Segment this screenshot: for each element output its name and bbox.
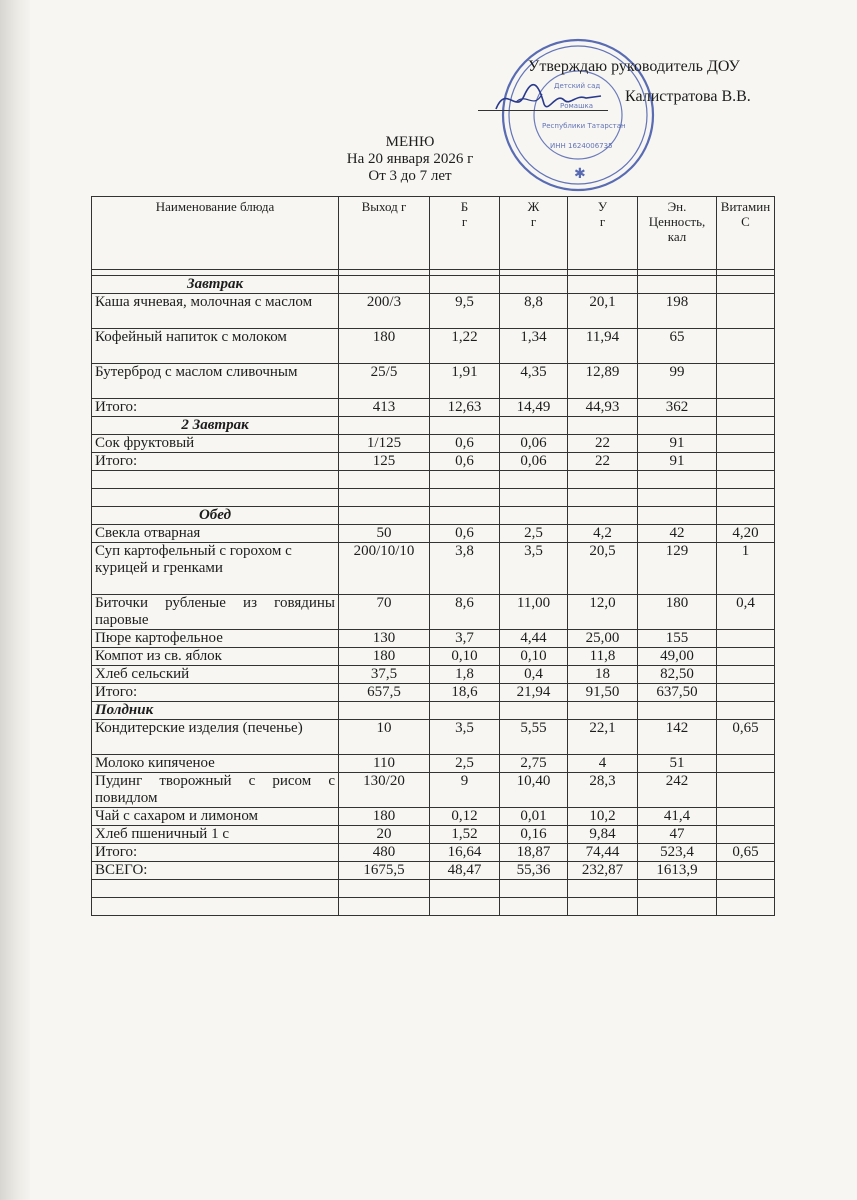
empty-cell (717, 702, 775, 720)
fat-cell: 1,34 (500, 329, 568, 364)
dish-name: Суп картофельный с горохом с курицей и гренками (92, 543, 339, 595)
carb-cell: 20,5 (568, 543, 638, 595)
dish-row (92, 720, 775, 755)
dish-name: Хлеб сельский (92, 666, 339, 684)
carb-cell: 28,3 (568, 773, 638, 808)
protein-cell: 16,64 (430, 844, 500, 862)
empty-cell (638, 702, 717, 720)
vitamin-cell (717, 755, 775, 773)
output-cell: 10 (339, 720, 430, 755)
dish-row (92, 329, 775, 364)
output-cell: 480 (339, 844, 430, 862)
fat-cell: 0,06 (500, 453, 568, 471)
empty-cell (568, 507, 638, 525)
empty-cell (638, 276, 717, 294)
menu-title (330, 134, 490, 185)
vitamin-cell (717, 399, 775, 417)
stamp-star-icon: ✱ (574, 167, 586, 182)
carb-cell: 22,1 (568, 720, 638, 755)
empty-cell (430, 898, 500, 916)
vitamin-cell: 0,65 (717, 720, 775, 755)
dish-row (92, 666, 775, 684)
total-row (92, 399, 775, 417)
vitamin-cell (717, 826, 775, 844)
output-cell: 413 (339, 399, 430, 417)
empty-cell (717, 489, 775, 507)
menu-table (91, 196, 775, 916)
dish-row (92, 525, 775, 543)
output-cell: 1/125 (339, 435, 430, 453)
empty-cell (339, 471, 430, 489)
dish-row (92, 755, 775, 773)
section-label: Обед (92, 507, 339, 525)
empty-cell (92, 880, 339, 898)
empty-cell (92, 898, 339, 916)
protein-cell: 3,5 (430, 720, 500, 755)
empty-cell (339, 507, 430, 525)
dish-name: Сок фруктовый (92, 435, 339, 453)
dish-name: Чай с сахаром и лимоном (92, 808, 339, 826)
col-output-header: Выход г (339, 197, 430, 270)
energy-cell: 523,4 (638, 844, 717, 862)
energy-cell: 1613,9 (638, 862, 717, 880)
dish-row (92, 773, 775, 808)
dish-row (92, 543, 775, 595)
section-row (92, 702, 775, 720)
fat-cell: 4,35 (500, 364, 568, 399)
col-name-header: Наименование блюда (92, 197, 339, 270)
empty-cell (92, 471, 339, 489)
protein-cell: 9,5 (430, 294, 500, 329)
empty-cell (339, 702, 430, 720)
energy-cell: 637,50 (638, 684, 717, 702)
vitamin-cell: 0,65 (717, 844, 775, 862)
protein-cell: 0,6 (430, 435, 500, 453)
header-row (92, 197, 775, 270)
empty-cell (638, 489, 717, 507)
dish-name: Кондитерские изделия (печенье) (92, 720, 339, 755)
carb-cell: 18 (568, 666, 638, 684)
vitamin-cell: 4,20 (717, 525, 775, 543)
vitamin-cell (717, 666, 775, 684)
col-fat-header: Ж г (500, 197, 568, 270)
fat-cell: 0,4 (500, 666, 568, 684)
section-row (92, 507, 775, 525)
empty-row (92, 489, 775, 507)
vitamin-cell (717, 808, 775, 826)
col-energy-header: Эн. Ценность, кал (638, 197, 717, 270)
dish-name: Итого: (92, 399, 339, 417)
empty-cell (717, 898, 775, 916)
empty-cell (638, 417, 717, 435)
dish-name: Молоко кипяченое (92, 755, 339, 773)
section-label: Полдник (92, 702, 339, 720)
empty-cell (568, 898, 638, 916)
empty-cell (339, 489, 430, 507)
energy-cell: 51 (638, 755, 717, 773)
vitamin-cell (717, 648, 775, 666)
dish-row (92, 364, 775, 399)
dish-name: Хлеб пшеничный 1 с (92, 826, 339, 844)
vitamin-cell: 1 (717, 543, 775, 595)
fat-cell: 0,06 (500, 435, 568, 453)
fat-cell: 10,40 (500, 773, 568, 808)
fat-cell: 55,36 (500, 862, 568, 880)
section-label: 2 Завтрак (92, 417, 339, 435)
carb-cell: 12,89 (568, 364, 638, 399)
menu-body (92, 270, 775, 916)
output-cell: 50 (339, 525, 430, 543)
output-cell: 25/5 (339, 364, 430, 399)
dish-row (92, 595, 775, 630)
empty-cell (339, 898, 430, 916)
fat-cell: 21,94 (500, 684, 568, 702)
dish-row (92, 808, 775, 826)
protein-cell: 1,22 (430, 329, 500, 364)
fat-cell: 8,8 (500, 294, 568, 329)
output-cell: 125 (339, 453, 430, 471)
fat-cell: 11,00 (500, 595, 568, 630)
fat-cell: 2,5 (500, 525, 568, 543)
carb-cell: 20,1 (568, 294, 638, 329)
empty-cell (500, 417, 568, 435)
protein-cell: 2,5 (430, 755, 500, 773)
protein-cell: 0,6 (430, 525, 500, 543)
energy-cell: 99 (638, 364, 717, 399)
vitamin-cell (717, 294, 775, 329)
protein-cell: 1,91 (430, 364, 500, 399)
carb-cell: 22 (568, 435, 638, 453)
empty-cell (500, 898, 568, 916)
empty-cell (717, 417, 775, 435)
empty-cell (717, 507, 775, 525)
empty-cell (500, 489, 568, 507)
dish-name: Кофейный напиток с молоком (92, 329, 339, 364)
section-row (92, 417, 775, 435)
director-name: Калистратова В.В. (625, 88, 751, 105)
output-cell: 180 (339, 808, 430, 826)
fat-cell: 3,5 (500, 543, 568, 595)
protein-cell: 1,8 (430, 666, 500, 684)
fat-cell: 0,16 (500, 826, 568, 844)
fat-cell: 14,49 (500, 399, 568, 417)
stamp-line-3: Республики Татарстан (542, 122, 626, 130)
empty-row (92, 471, 775, 489)
protein-cell: 1,52 (430, 826, 500, 844)
carb-cell: 11,94 (568, 329, 638, 364)
energy-cell: 82,50 (638, 666, 717, 684)
empty-cell (430, 702, 500, 720)
output-cell: 200/3 (339, 294, 430, 329)
protein-cell: 3,7 (430, 630, 500, 648)
energy-cell: 42 (638, 525, 717, 543)
total-row (92, 453, 775, 471)
output-cell: 37,5 (339, 666, 430, 684)
fat-cell: 0,10 (500, 648, 568, 666)
signature-line (478, 110, 608, 111)
dish-name: Компот из св. яблок (92, 648, 339, 666)
energy-cell: 180 (638, 595, 717, 630)
empty-cell (568, 276, 638, 294)
fat-cell: 0,01 (500, 808, 568, 826)
carb-cell: 25,00 (568, 630, 638, 648)
empty-cell (430, 880, 500, 898)
output-cell: 180 (339, 648, 430, 666)
empty-cell (430, 471, 500, 489)
handwritten-signature (486, 74, 606, 124)
vitamin-cell: 0,4 (717, 595, 775, 630)
col-carb-header: У г (568, 197, 638, 270)
output-cell: 20 (339, 826, 430, 844)
carb-cell: 74,44 (568, 844, 638, 862)
vitamin-cell (717, 862, 775, 880)
empty-cell (339, 276, 430, 294)
fat-cell: 2,75 (500, 755, 568, 773)
energy-cell: 65 (638, 329, 717, 364)
protein-cell: 0,10 (430, 648, 500, 666)
output-cell: 200/10/10 (339, 543, 430, 595)
dish-name: Пюре картофельное (92, 630, 339, 648)
empty-cell (638, 471, 717, 489)
dish-row (92, 630, 775, 648)
menu-date: На 20 января 2026 г (346, 151, 474, 167)
protein-cell: 8,6 (430, 595, 500, 630)
energy-cell: 41,4 (638, 808, 717, 826)
energy-cell: 91 (638, 453, 717, 471)
vitamin-cell (717, 773, 775, 808)
dish-name: Свекла отварная (92, 525, 339, 543)
carb-cell: 9,84 (568, 826, 638, 844)
vitamin-cell (717, 364, 775, 399)
stamp-line-2: Ромашка (560, 102, 593, 110)
protein-cell: 18,6 (430, 684, 500, 702)
protein-cell: 12,63 (430, 399, 500, 417)
empty-cell (638, 880, 717, 898)
empty-cell (568, 417, 638, 435)
protein-cell: 0,12 (430, 808, 500, 826)
vitamin-cell (717, 630, 775, 648)
empty-cell (500, 880, 568, 898)
empty-row (92, 880, 775, 898)
menu-heading: МЕНЮ (385, 134, 435, 150)
carb-cell: 22 (568, 453, 638, 471)
dish-row (92, 648, 775, 666)
empty-cell (568, 880, 638, 898)
empty-cell (568, 489, 638, 507)
empty-cell (430, 489, 500, 507)
empty-row (92, 898, 775, 916)
protein-cell: 0,6 (430, 453, 500, 471)
fat-cell: 5,55 (500, 720, 568, 755)
dish-name: Итого: (92, 453, 339, 471)
energy-cell: 47 (638, 826, 717, 844)
energy-cell: 129 (638, 543, 717, 595)
dish-name: Бутерброд с маслом сливочным (92, 364, 339, 399)
dish-name: Биточки рубленые из говядины паровые (92, 595, 339, 630)
energy-cell: 91 (638, 435, 717, 453)
energy-cell: 198 (638, 294, 717, 329)
empty-cell (717, 471, 775, 489)
section-row (92, 276, 775, 294)
empty-cell (430, 507, 500, 525)
protein-cell: 3,8 (430, 543, 500, 595)
empty-cell (500, 276, 568, 294)
dish-name: Каша ячневая, молочная с маслом (92, 294, 339, 329)
menu-age-group: От 3 до 7 лет (368, 168, 452, 184)
empty-cell (339, 880, 430, 898)
total-row (92, 862, 775, 880)
dish-name: Итого: (92, 844, 339, 862)
empty-cell (339, 417, 430, 435)
empty-cell (717, 880, 775, 898)
empty-cell (638, 507, 717, 525)
carb-cell: 91,50 (568, 684, 638, 702)
carb-cell: 12,0 (568, 595, 638, 630)
carb-cell: 10,2 (568, 808, 638, 826)
carb-cell: 232,87 (568, 862, 638, 880)
total-row (92, 684, 775, 702)
dish-name: Пудинг творожный с рисом с повидлом (92, 773, 339, 808)
output-cell: 1675,5 (339, 862, 430, 880)
carb-cell: 4,2 (568, 525, 638, 543)
empty-cell (568, 702, 638, 720)
output-cell: 70 (339, 595, 430, 630)
protein-cell: 9 (430, 773, 500, 808)
section-label: Завтрак (92, 276, 339, 294)
output-cell: 657,5 (339, 684, 430, 702)
empty-cell (500, 507, 568, 525)
empty-cell (92, 489, 339, 507)
empty-cell (500, 702, 568, 720)
energy-cell: 142 (638, 720, 717, 755)
empty-cell (430, 276, 500, 294)
col-vitamin-header: Витамин С (717, 197, 775, 270)
col-protein-header: Б г (430, 197, 500, 270)
fat-cell: 4,44 (500, 630, 568, 648)
carb-cell: 4 (568, 755, 638, 773)
vitamin-cell (717, 435, 775, 453)
carb-cell: 44,93 (568, 399, 638, 417)
carb-cell: 11,8 (568, 648, 638, 666)
stamp-line-1: Детский сад (554, 82, 601, 90)
dish-name: ВСЕГО: (92, 862, 339, 880)
page-edge-shadow (0, 0, 30, 1200)
vitamin-cell (717, 329, 775, 364)
output-cell: 130 (339, 630, 430, 648)
dish-row (92, 294, 775, 329)
empty-cell (500, 471, 568, 489)
empty-cell (430, 417, 500, 435)
dish-row (92, 826, 775, 844)
total-row (92, 844, 775, 862)
dish-name: Итого: (92, 684, 339, 702)
protein-cell: 48,47 (430, 862, 500, 880)
stamp-inn: ИНН 1624006735 (550, 142, 613, 150)
empty-cell (638, 898, 717, 916)
approval-line: Утверждаю руководитель ДОУ (528, 58, 740, 75)
output-cell: 110 (339, 755, 430, 773)
empty-cell (717, 276, 775, 294)
energy-cell: 49,00 (638, 648, 717, 666)
output-cell: 180 (339, 329, 430, 364)
dish-row (92, 435, 775, 453)
vitamin-cell (717, 684, 775, 702)
output-cell: 130/20 (339, 773, 430, 808)
energy-cell: 362 (638, 399, 717, 417)
energy-cell: 155 (638, 630, 717, 648)
empty-cell (568, 471, 638, 489)
vitamin-cell (717, 453, 775, 471)
fat-cell: 18,87 (500, 844, 568, 862)
energy-cell: 242 (638, 773, 717, 808)
